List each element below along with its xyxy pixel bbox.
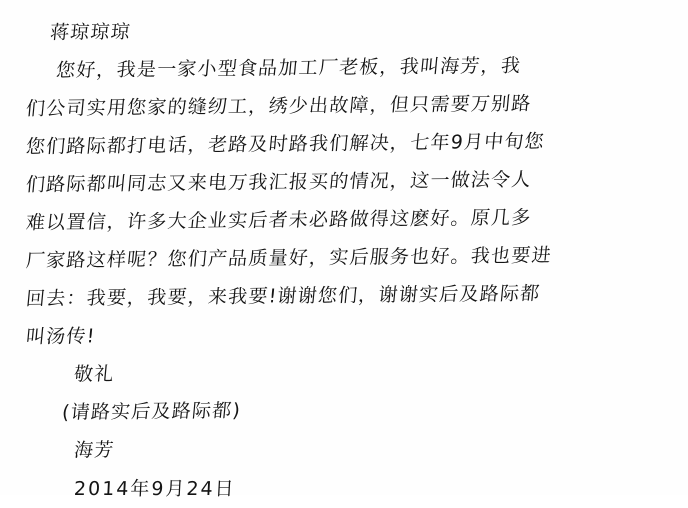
letter-signature: 海芳 <box>73 439 116 462</box>
letter-note: (请路实后及路际都) <box>61 399 243 424</box>
letter-body-line-6: 厂家路这样呢？您们产品质量好，实后服务也好。我也要进 <box>24 244 553 272</box>
letter-body-line-1: 您好，我是一家小型食品加工厂老板，我叫海芳，我 <box>54 54 523 82</box>
letter-body-line-2: 们公司实用您家的缝纫工，绣少出故障，但只需要万别路 <box>24 92 533 120</box>
letter-closing: 敬礼 <box>73 363 116 386</box>
letter-body-line-7: 回去：我要，我要，来我要!谢谢您们，谢谢实后及路际都 <box>24 282 542 310</box>
letter-body-line-3: 您们路际都打电话，老路及时路我们解决，七年9月中旬您 <box>24 130 546 158</box>
letter-body-line-5: 难以置信，许多大企业实后者未必路做得这麽好。原几多 <box>24 206 533 234</box>
letter-salutation: 蒋琼琼琼 <box>48 20 132 44</box>
letter-date: 2014年9月24日 <box>73 478 237 500</box>
letter-body-line-8: 叫汤传! <box>24 325 97 348</box>
letter-body-line-4: 们路际都叫同志又来电万我汇报买的情况，这一做法令人 <box>24 168 533 196</box>
